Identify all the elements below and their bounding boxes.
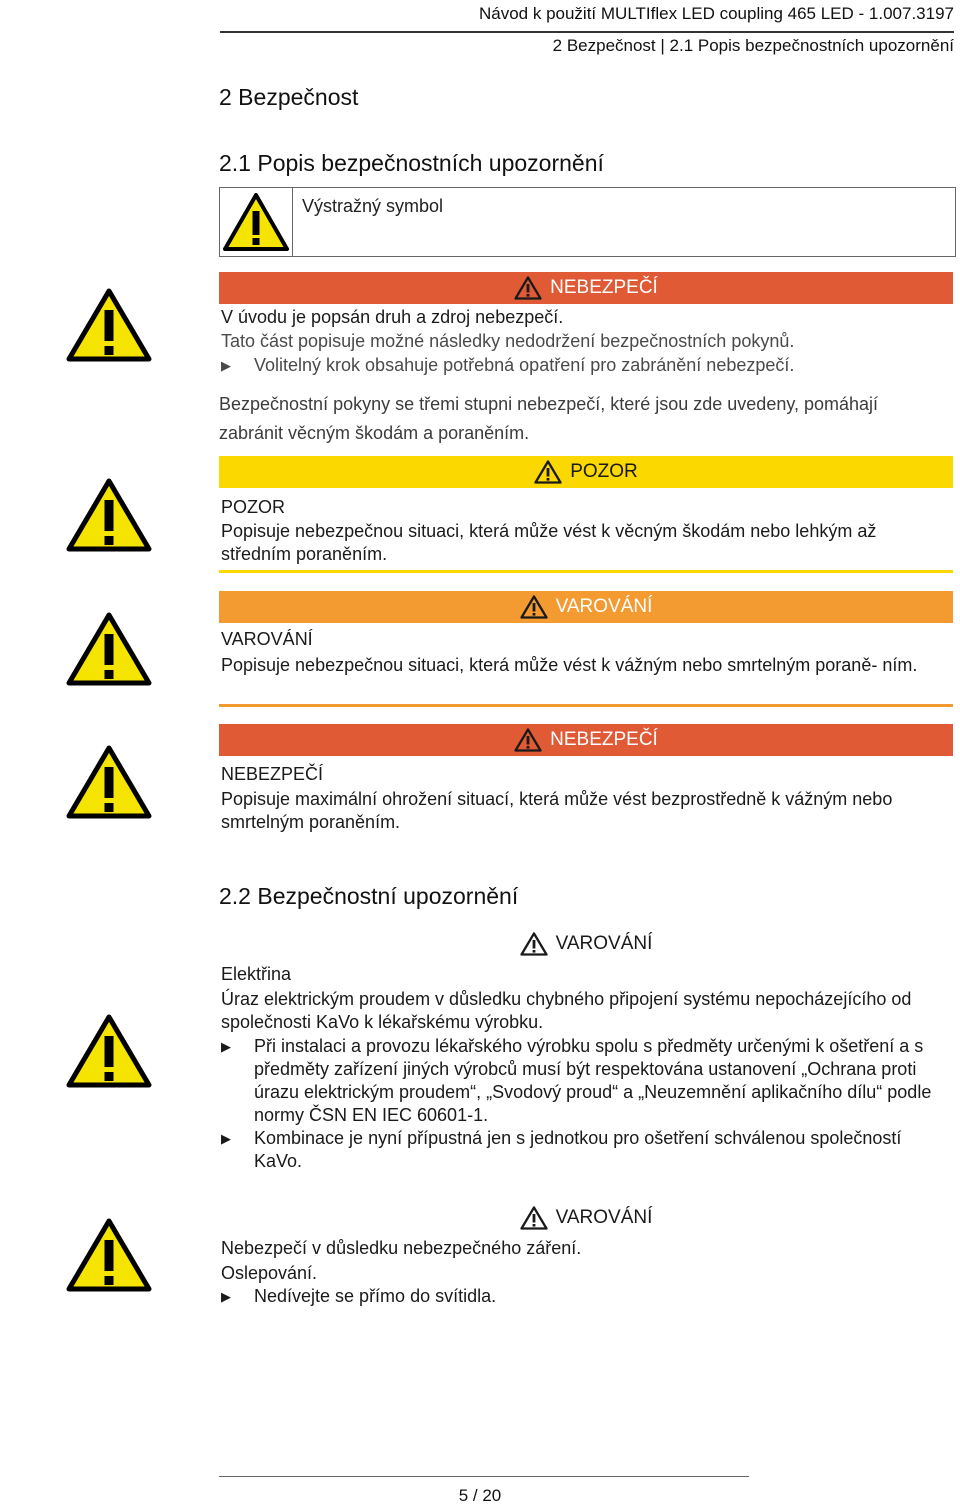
warning-triangle-icon <box>520 595 548 619</box>
danger-bar <box>219 272 953 304</box>
bullet-text: Při instalaci a provozu lékařského výrobku spolu s předměty určenými k ošetření a s předměty zařízení jiných výrobců musí být respektována ustanovení „Ochrana proti úrazu elektrickým proudem“, „Svodový proud“ a „Neuzemnění aplikačního dílu“ podle normy ČSN EN IEC 60601-1. <box>254 1036 932 1125</box>
bullet-text: Volitelný krok obsahuje potřebná opatření pro zabránění nebezpečí. <box>254 355 795 375</box>
bullet-arrow-icon: ▶ <box>221 358 231 373</box>
level-description: Popisuje nebezpečnou situaci, která může vést k vážným nebo smrtelným poraně- ním. <box>221 655 918 675</box>
hazard-description: Úraz elektrickým proudem v důsledku chybného připojení systému nepocházejícího od společnosti KaVo k lékařskému výrobku. <box>221 989 912 1032</box>
warning-triangle-icon <box>66 745 152 819</box>
warning-triangle-icon <box>66 1014 152 1088</box>
warning-triangle-icon <box>66 478 152 552</box>
danger-rule <box>219 838 953 841</box>
warning-triangle-icon <box>514 276 542 300</box>
symbol-label: Výstražný symbol <box>302 196 444 216</box>
warning-triangle-icon <box>520 932 548 956</box>
signal-word: NEBEZPEČÍ <box>550 729 658 750</box>
signal-word: VAROVÁNÍ <box>555 596 653 617</box>
bullet-arrow-icon: ▶ <box>221 1039 231 1054</box>
footer-rule <box>219 1476 749 1477</box>
bullet-text: Nedívejte se přímo do svítidla. <box>254 1286 497 1306</box>
section-heading: 2.1 Popis bezpečnostních upozornění <box>219 150 604 176</box>
warning-triangle-icon <box>66 1218 152 1292</box>
header-rule <box>220 31 954 33</box>
warning-triangle-icon <box>514 728 542 752</box>
hazard-title: V úvodu je popsán druh a zdroj nebezpečí. <box>221 307 564 327</box>
signal-word: POZOR <box>570 461 638 482</box>
hazard-title: Elektřina <box>221 964 292 984</box>
caution-rule <box>219 570 953 573</box>
section-heading: 2.2 Bezpečnostní upozornění <box>219 883 519 909</box>
signal-word: NEBEZPEČÍ <box>550 277 658 298</box>
level-description: Popisuje maximální ohrožení situací, která může vést bezprostředně k vážným nebo smrtelným poraněním. <box>221 789 893 832</box>
document-title: Návod k použití MULTIflex LED coupling 465 LED - 1.007.3197 <box>478 4 954 23</box>
warning-bar <box>219 1203 953 1233</box>
level-title: POZOR <box>221 497 286 517</box>
level-title: VAROVÁNÍ <box>221 629 313 649</box>
page-number: 5 / 20 <box>458 1486 502 1505</box>
hazard-description: Oslepování. <box>221 1263 318 1283</box>
warning-triangle-icon <box>66 612 152 686</box>
warning-bar <box>219 591 953 623</box>
warning-triangle-icon <box>520 1206 548 1230</box>
level-title: NEBEZPEČÍ <box>221 764 324 784</box>
warning-triangle-icon <box>534 460 562 484</box>
symbol-cell <box>220 188 293 256</box>
level-description: Popisuje nebezpečnou situaci, která může vést k věcným škodám nebo lehkým až středním poraněním. <box>221 521 877 564</box>
hazard-title: Nebezpečí v důsledku nebezpečného záření. <box>221 1238 582 1258</box>
warning-rule <box>219 704 953 707</box>
bullet-arrow-icon: ▶ <box>221 1131 231 1146</box>
intro-paragraph: Bezpečnostní pokyny se třemi stupni nebezpečí, které jsou zde uvedeny, pomáhají zabránit věcným škodám a poraněním. <box>219 394 879 443</box>
signal-word: VAROVÁNÍ <box>555 1207 653 1228</box>
bullet-arrow-icon: ▶ <box>221 1289 231 1304</box>
caution-bar <box>219 456 953 488</box>
bullet-text: Kombinace je nyní přípustná jen s jednotkou pro ošetření schválenou společností KaVo. <box>254 1128 902 1171</box>
warning-triangle-icon <box>223 193 289 251</box>
warning-symbol-box <box>219 187 956 257</box>
danger-bar <box>219 724 953 756</box>
hazard-description: Tato část popisuje možné následky nedodržení bezpečnostních pokynů. <box>221 331 795 351</box>
chapter-heading: 2 Bezpečnost <box>219 84 359 110</box>
warning-triangle-icon <box>66 288 152 362</box>
section-breadcrumb: 2 Bezpečnost | 2.1 Popis bezpečnostních upozornění <box>552 36 954 55</box>
warning-bar <box>219 929 953 959</box>
signal-word: VAROVÁNÍ <box>555 933 653 954</box>
